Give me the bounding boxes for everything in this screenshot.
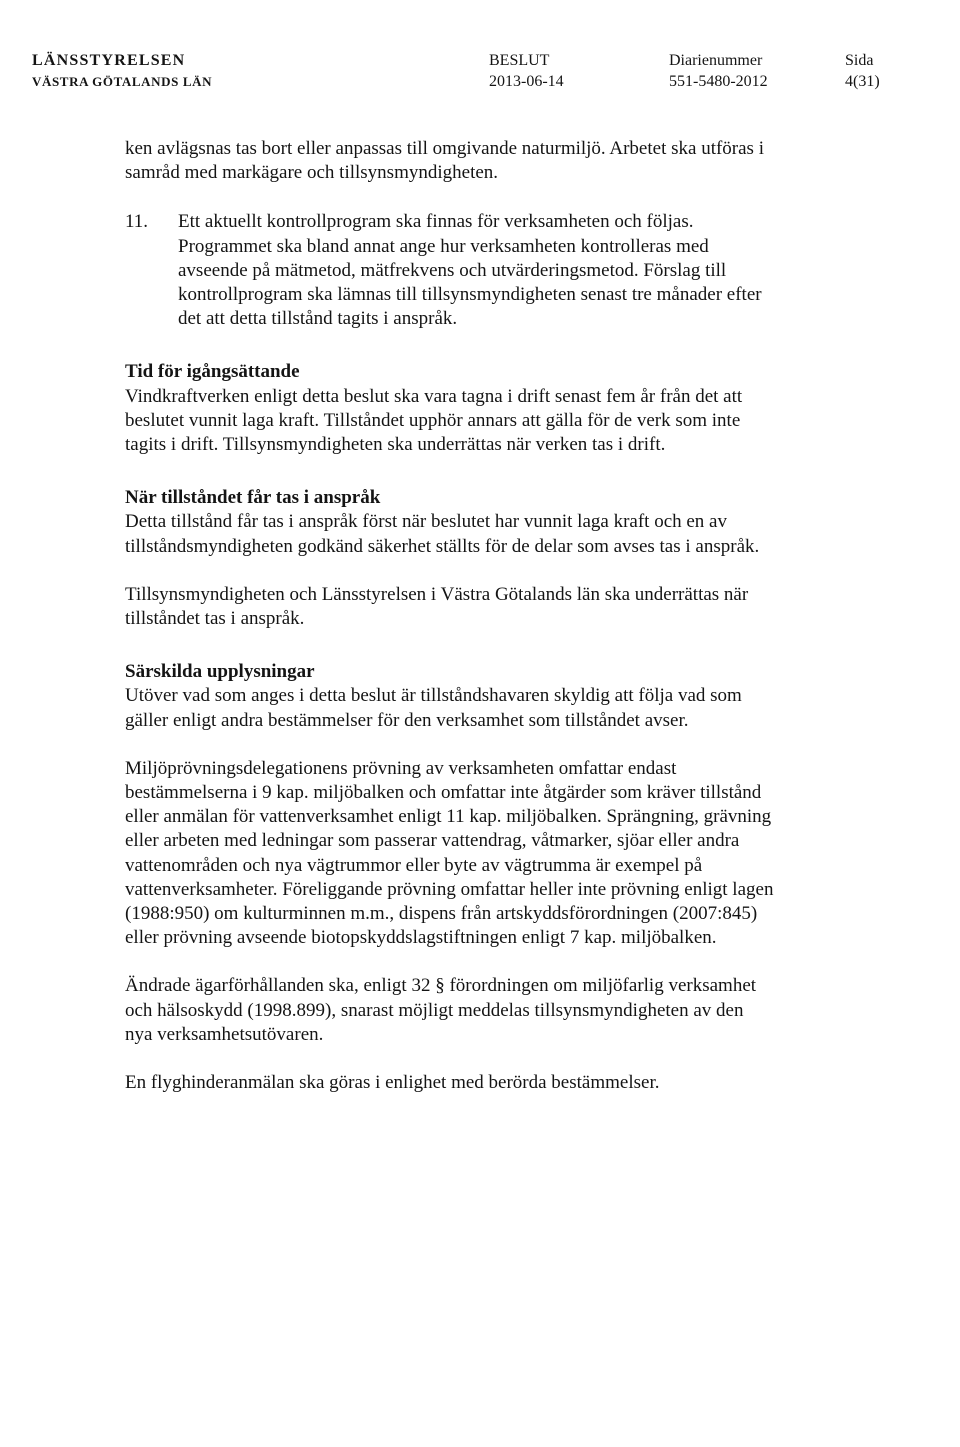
header-document-type <box>489 50 564 92</box>
document-body <box>125 137 775 1095</box>
section-heading-sarskilda-upplysningar: Särskilda upplysningar <box>125 661 315 683</box>
section-paragraph: Utöver vad som anges i detta beslut är tillståndshavaren skyldig att följa vad som gäller enligt andra bestämmelser för den verksamhet som tillståndet avser. <box>125 685 742 731</box>
organization-region: VÄSTRA GÖTALANDS LÄN <box>32 74 213 89</box>
diarienummer-label: Diarienummer <box>669 52 763 69</box>
section-paragraph: Ändrade ägarförhållanden ska, enligt 32 § förordningen om miljöfarlig verksamhet och hälsoskydd (1998.899), snarast möjligt meddelas tillsynsmyndigheten av den nya verksamhetsutövaren. <box>125 975 757 1045</box>
header-page <box>845 50 880 92</box>
section-heading-nar-tillstandet-tas-i-ansprak: När tillståndet får tas i anspråk <box>125 487 381 509</box>
section-paragraph: Detta tillstånd får tas i anspråk först när beslutet har vunnit laga kraft och en av tillståndsmyndigheten godkänd säkerhet ställts för de delar som avses tas i anspråk. <box>125 511 760 557</box>
page-number: 4(31) <box>845 73 880 90</box>
document-type: BESLUT <box>489 52 550 69</box>
header-organization <box>32 50 212 92</box>
document-date: 2013-06-14 <box>489 73 564 90</box>
continued-condition-text: ken avlägsnas tas bort eller anpassas till omgivande naturmiljö. Arbetet ska utföras i samråd med markägare och tillsynsmyndigheten. <box>125 138 764 184</box>
condition-number: 11. <box>125 211 149 233</box>
section-paragraph: Vindkraftverken enligt detta beslut ska vara tagna i drift senast fem år från det att beslutet vunnit laga kraft. Tillståndet upphör annars att gälla för de verk som inte tagits i drift. Tillsynsmyndigheten ska underrättas när verken tas i drift. <box>125 385 743 456</box>
diarienummer-value: 551-5480-2012 <box>669 73 768 90</box>
section-paragraph: En flyghinderanmälan ska göras i enlighet med berörda bestämmelser. <box>125 1072 660 1094</box>
page-label: Sida <box>845 52 874 69</box>
header-diarienummer <box>669 50 768 92</box>
section-heading-tid-for-igangsattande: Tid för igångsättande <box>125 361 300 383</box>
section-paragraph: Tillsynsmyndigheten och Länsstyrelsen i Västra Götalands län ska underrättas när tillståndet tas i anspråk. <box>125 583 749 630</box>
section-paragraph: Miljöprövningsdelegationens prövning av verksamheten omfattar endast bestämmelserna i 9 kap. miljöbalken och omfattar inte åtgärder som kräver tillstånd eller anmälan för vattenverksamhet enligt 11 kap. miljöbalken. Sprängning, grävning eller arbeten med ledningar som passerar vattendrag, våtmarker, sjöar eller andra vattenområden och nya vägtrummor eller byte av vägtrumma är exempel på vattenverksamheter. Föreliggande prövning omfattar heller inte prövning enligt lagen (1988:950) om kulturminnen m.m., dispens från artskyddsförordningen (2007:845) eller prövning avseende biotopskyddslagstiftningen enligt 7 kap. miljöbalken. <box>125 757 774 949</box>
condition-text: Ett aktuellt kontrollprogram ska finnas för verksamheten och följas. Programmet ska bland annat ange hur verksamheten kontrolleras med avseende på mätmetod, mätfrekvens och utvärderingsmetod. Förslag till kontrollprogram ska lämnas till tillsynsmyndigheten senast tre månader efter det att detta tillstånd tagits i anspråk. <box>178 211 762 330</box>
condition-item-11 <box>125 210 775 331</box>
organization-name: LÄNSSTYRELSEN <box>32 52 186 69</box>
